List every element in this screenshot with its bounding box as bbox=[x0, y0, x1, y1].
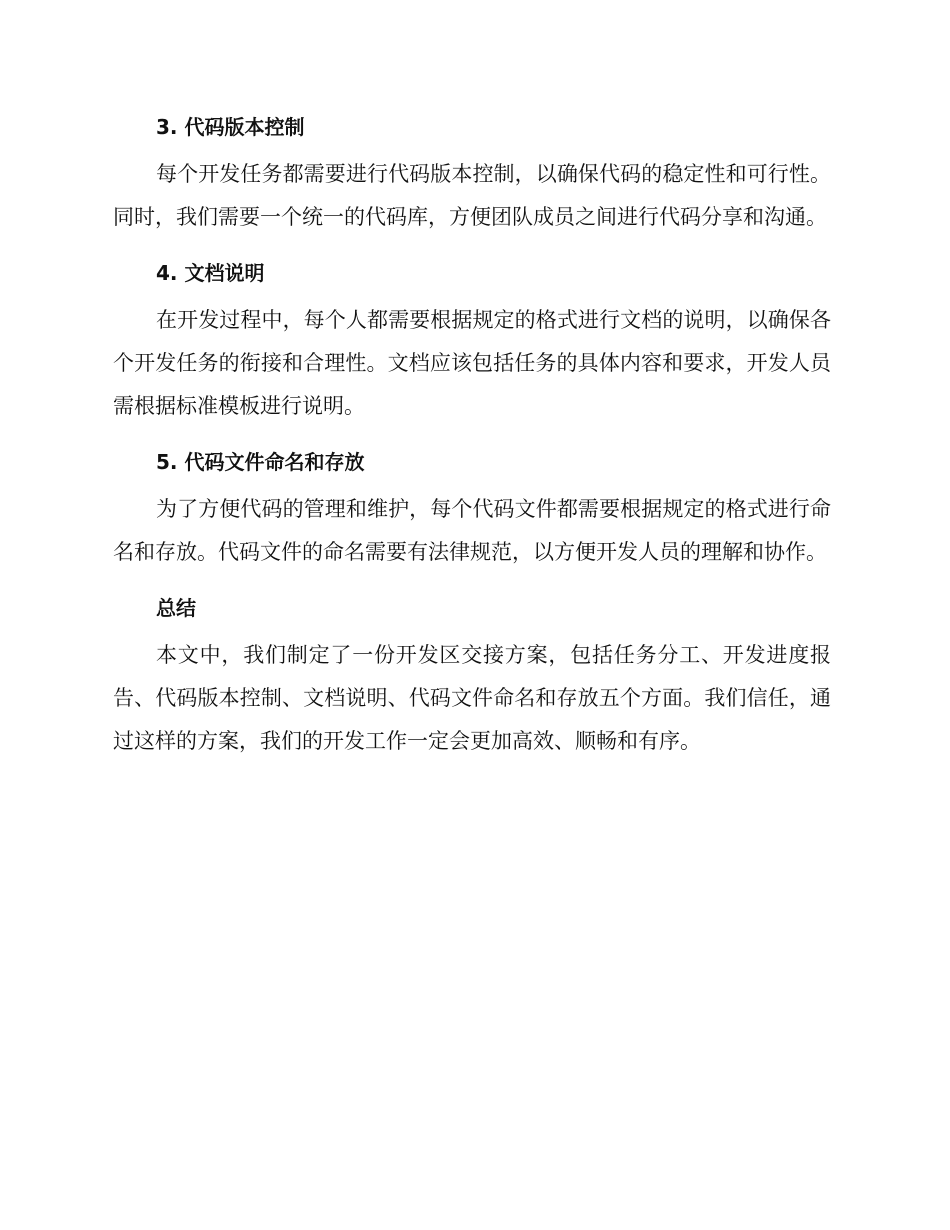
section-file-naming bbox=[113, 447, 831, 574]
document-page bbox=[113, 112, 831, 763]
section-summary bbox=[113, 593, 831, 763]
section-documentation bbox=[113, 258, 831, 428]
section-paragraph: 每个开发任务都需要进行代码版本控制，以确保代码的稳定性和可行性。同时，我们需要一个统一的代码库，方便团队成员之间进行代码分享和沟通。 bbox=[113, 162, 831, 229]
section-heading: 3. 代码版本控制 bbox=[156, 115, 305, 139]
section-paragraph: 在开发过程中，每个人都需要根据规定的格式进行文档的说明，以确保各个开发任务的衔接和合理性。文档应该包括任务的具体内容和要求，开发人员需根据标准模板进行说明。 bbox=[113, 308, 831, 418]
section-version-control bbox=[113, 112, 831, 239]
section-heading: 总结 bbox=[156, 596, 196, 620]
section-heading: 5. 代码文件命名和存放 bbox=[156, 450, 365, 474]
section-paragraph: 本文中，我们制定了一份开发区交接方案，包括任务分工、开发进度报告、代码版本控制、文档说明、代码文件命名和存放五个方面。我们信任，通过这样的方案，我们的开发工作一定会更加高效、顺畅和有序。 bbox=[113, 643, 831, 753]
section-heading: 4. 文档说明 bbox=[156, 261, 265, 285]
section-paragraph: 为了方便代码的管理和维护，每个代码文件都需要根据规定的格式进行命名和存放。代码文件的命名需要有法律规范，以方便开发人员的理解和协作。 bbox=[113, 497, 831, 564]
